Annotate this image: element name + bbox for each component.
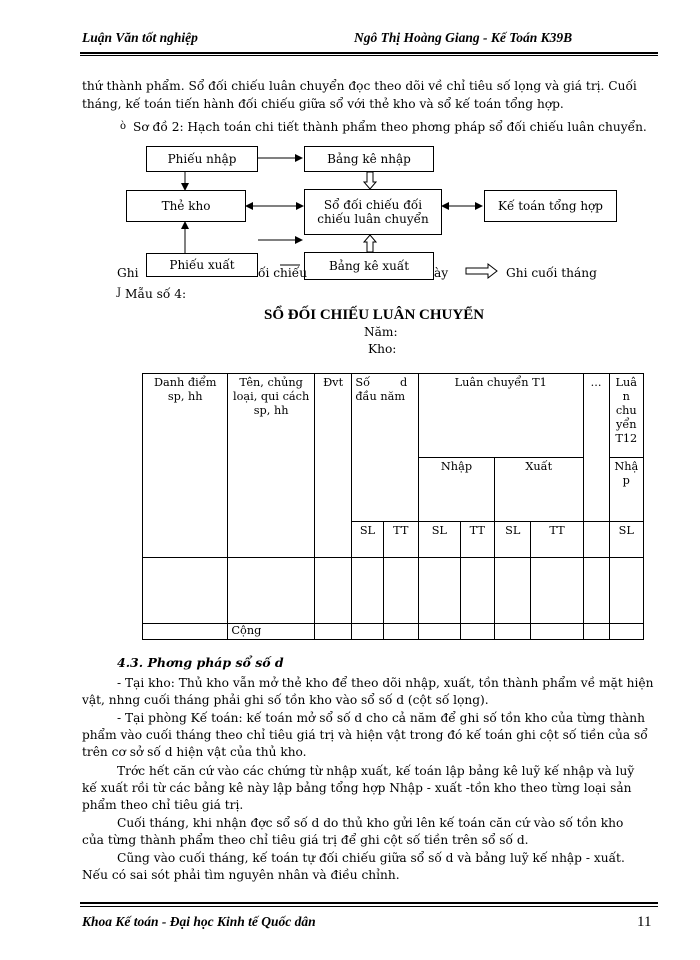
sl-cell: SL — [609, 522, 643, 558]
legend-ngay: ày — [434, 266, 449, 280]
diagram-caption: Sơ đồ 2: Hạch toán chi tiết thành phẩm theo phơng pháp sổ đối chiếu luân chuyển. — [133, 120, 647, 134]
footer-rule — [80, 902, 658, 904]
section-p5-line2: Nếu có sai sót phải tìm nguyên nhân và điều chỉnh. — [82, 868, 400, 882]
box-phieu-xuat: Phiếu xuất — [146, 253, 258, 277]
box-bang-ke-xuat: Bảng kê xuất — [304, 252, 434, 280]
col-luan-chuyen-t1: Luân chuyển T1 — [418, 374, 583, 458]
col-ten: Tên, chủng loại, qui cách sp, hh — [228, 374, 314, 558]
tt-cell: TT — [383, 522, 418, 558]
col-nhap-t12: Nhậ p — [609, 458, 643, 522]
section-p2-line1: - Tại phòng Kế toán: kế toán mở sổ số d cho cả năm để ghi số tồn kho của từng thành — [117, 711, 645, 725]
header-row-1 — [143, 374, 644, 458]
hollow-arrow-up — [364, 235, 376, 252]
legend-doi-chieu: ối chiếu — [258, 266, 308, 280]
bullet-icon: ò — [120, 121, 127, 132]
year-label: Năm: — [364, 325, 398, 339]
section-p4-line1: Cuối tháng, khi nhận đợc sổ số d do thủ kho gửi lên kế toán căn cứ vào số tồn kho — [117, 816, 624, 830]
box-the-kho: Thẻ kho — [126, 190, 246, 222]
col-nhap: Nhập — [418, 458, 494, 522]
col-xuat: Xuất — [495, 458, 584, 522]
box-phieu-nhap: Phiếu nhập — [146, 146, 258, 172]
col-ellipsis: ... — [583, 374, 609, 522]
section-p5-line1: Cũng vào cuối tháng, kế toán tự đối chiếu giữa sổ số d và bảng luỹ kế nhập - xuất. — [117, 851, 625, 865]
intro-line-2: tháng, kế toán tiến hành đối chiếu giữa sổ với thẻ kho và sổ kế toán tổng hợp. — [82, 97, 564, 111]
header-left: Luận Văn tốt nghiệp — [82, 30, 198, 45]
tt-cell: TT — [460, 522, 494, 558]
col-so-du: Số d đầu năm — [352, 374, 419, 522]
box-so-doi-chieu: Sổ đối chiếu đối chiếu luân chuyển — [304, 189, 442, 235]
legend-ghi: Ghi — [117, 266, 139, 280]
sl-cell: SL — [418, 522, 460, 558]
ledger-table — [142, 373, 644, 640]
section-p3-line3: phẩm theo chỉ tiêu giá trị. — [82, 798, 244, 812]
box-bang-ke-nhap: Bảng kê nhập — [304, 146, 434, 172]
ledger-title: SỔ ĐỐI CHIẾU LUÂN CHUYỂN — [264, 307, 485, 323]
marker-icon: J — [117, 287, 122, 298]
col-luan-chuyen-t12: Luâ n chu yển T12 — [609, 374, 643, 458]
sl-cell: SL — [352, 522, 383, 558]
legend-cuoi-thang: Ghi cuối tháng — [506, 266, 597, 280]
section-p4-line2: của từng thành phẩm theo chỉ tiêu giá trị để ghi cột số tiền trên sổ số d. — [82, 833, 529, 847]
total-label: Cộng — [228, 624, 314, 640]
table-row — [143, 558, 644, 624]
page-number: 11 — [637, 914, 652, 930]
section-title: 4.3. Phơng pháp sổ số d — [117, 655, 284, 670]
tt-cell: TT — [531, 522, 583, 558]
warehouse-label: Kho: — [368, 342, 397, 356]
sample-label: Mẫu số 4: — [125, 287, 187, 301]
box-ke-toan-tong-hop: Kế toán tổng hợp — [484, 190, 617, 222]
footer-rule-thin — [80, 906, 658, 907]
empty-cell — [583, 522, 609, 558]
header-right: Ngô Thị Hoàng Giang - Kế Toán K39B — [354, 30, 573, 45]
section-p3-line2: kế xuất rồi từ các bảng kê này lập bảng tổng hợp Nhập - xuất -tồn kho theo từng loại sản — [82, 781, 632, 795]
section-p2-line3: trên cơ sở số d hiện vật của thủ kho. — [82, 745, 307, 759]
section-p1-line2: vật, nhng cuối tháng phải ghi số tồn kho vào sổ số d (cột số lọng). — [82, 693, 489, 707]
footer-left: Khoa Kế toán - Đại học Kinh tế Quốc dân — [82, 914, 316, 929]
section-p2-line2: phẩm vào cuối tháng theo chỉ tiêu giá trị và hiện vật trong đó kế toán ghi cột số tiền của sổ — [82, 728, 648, 742]
intro-line-1: thứ thành phẩm. Sổ đối chiếu luân chuyển đọc theo dõi về chỉ tiêu số lọng và giá trị. Cuối — [82, 79, 637, 93]
section-p3-line1: Trớc hết căn cứ vào các chứng từ nhập xuất, kế toán lập bảng kê luỹ kế nhập và luỹ — [117, 764, 635, 778]
legend-hollow-arrow — [466, 264, 497, 278]
col-dvt: Đvt — [314, 374, 351, 558]
col-danh-diem: Danh điểm sp, hh — [143, 374, 228, 558]
hollow-arrow-down — [364, 172, 376, 189]
section-p1-line1: - Tại kho: Thủ kho vẫn mở thẻ kho để theo dõi nhập, xuất, tồn thành phẩm về mặt hiện — [117, 676, 654, 690]
sl-cell: SL — [495, 522, 531, 558]
total-row — [143, 624, 644, 640]
